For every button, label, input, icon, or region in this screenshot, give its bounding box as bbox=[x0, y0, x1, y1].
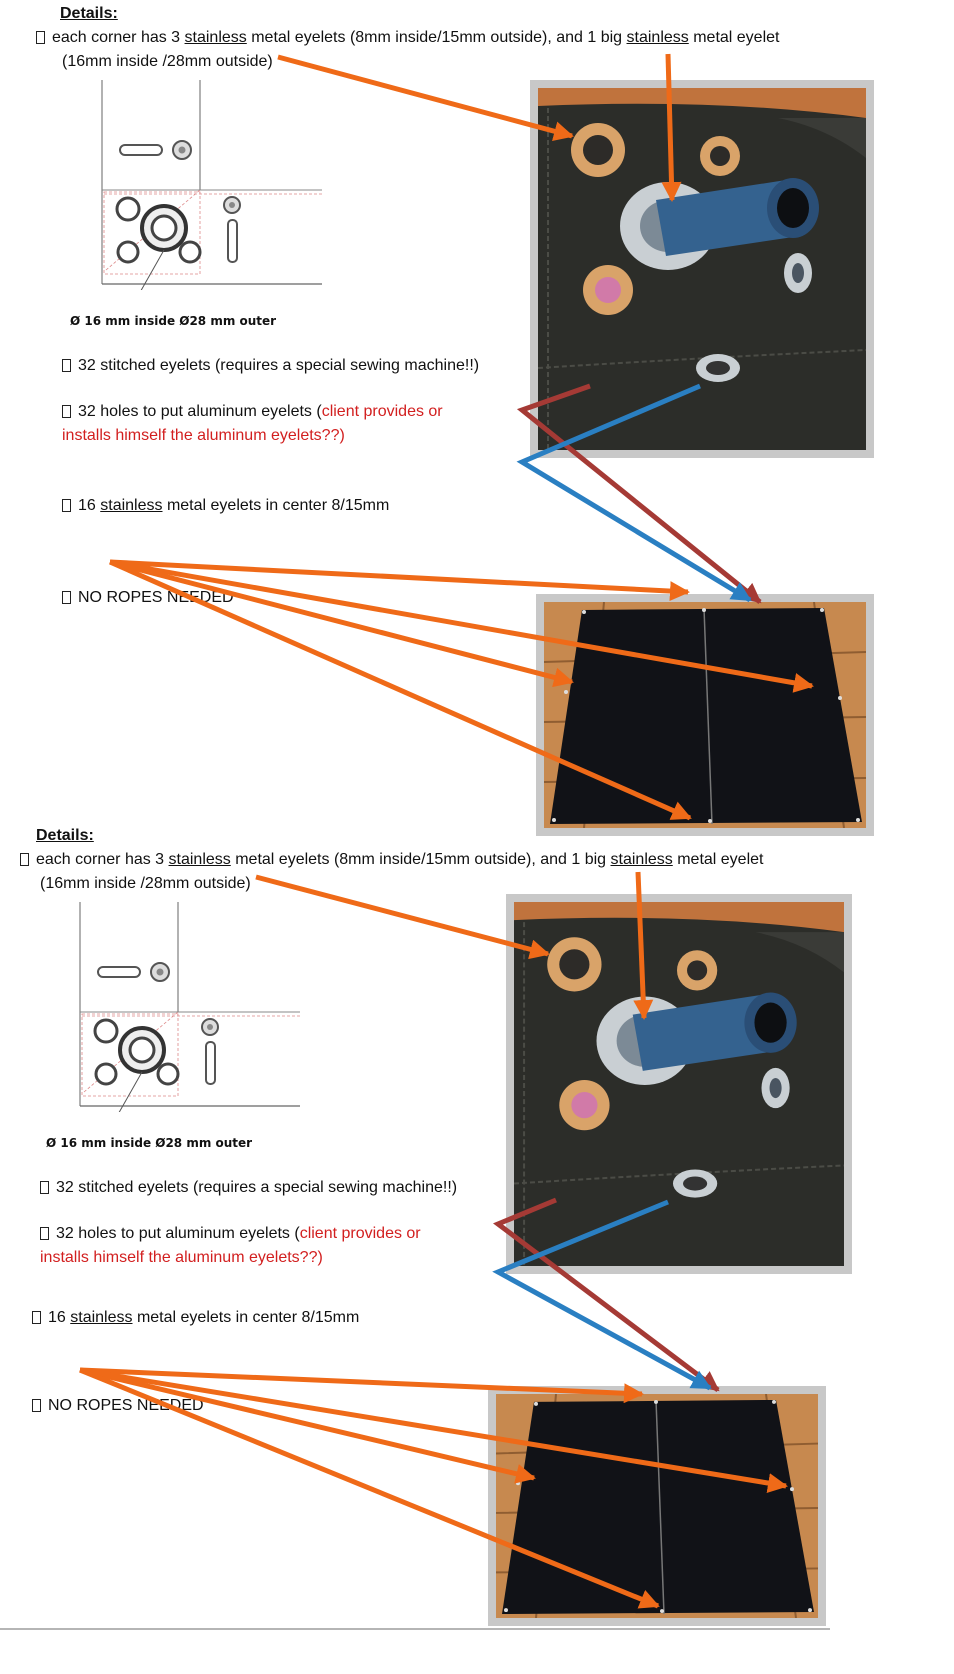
annotation-arrow bbox=[110, 562, 690, 818]
details-heading: Details: bbox=[60, 5, 118, 22]
corner-eyelets-text: each corner has 3 stainless metal eyelets (8mm inside/15mm outside), and 1 big stainless metal eyelet bbox=[20, 848, 763, 872]
detail-sheet-2 bbox=[0, 822, 954, 1652]
stitched-eyelets-text: 32 stitched eyelets (requires a special sewing machine!!) bbox=[62, 354, 480, 378]
detail-sheet-1 bbox=[0, 0, 954, 830]
bottom-divider bbox=[0, 1628, 830, 1630]
diagram-caption: Ø 16 mm inside Ø28 mm outer bbox=[70, 314, 277, 328]
annotation-arrow bbox=[278, 57, 572, 136]
no-ropes-text: NO ROPES NEEDED bbox=[32, 1394, 204, 1418]
annotation-arrows bbox=[0, 0, 954, 830]
center-eyelets-text: 16 stainless metal eyelets in center 8/15mm bbox=[32, 1306, 359, 1330]
annotation-arrow bbox=[80, 1370, 658, 1606]
corner-eyelets-text: each corner has 3 stainless metal eyelets (8mm inside/15mm outside), and 1 big stainless metal eyelet bbox=[36, 26, 779, 50]
annotation-arrow bbox=[522, 386, 760, 602]
annotation-arrows bbox=[0, 822, 954, 1652]
no-ropes-text: NO ROPES NEEDED bbox=[62, 586, 234, 610]
corner-eyelets-size: (16mm inside /28mm outside) bbox=[40, 875, 251, 892]
diagram-caption: Ø 16 mm inside Ø28 mm outer bbox=[46, 1136, 253, 1150]
annotation-arrow bbox=[668, 54, 672, 200]
aluminum-holes-text: 32 holes to put aluminum eyelets (client provides or installs himself the aluminum eyelets??) bbox=[40, 1225, 421, 1266]
details-heading: Details: bbox=[36, 827, 94, 844]
annotation-arrow bbox=[638, 872, 644, 1018]
stitched-eyelets-text: 32 stitched eyelets (requires a special sewing machine!!) bbox=[40, 1176, 458, 1200]
center-eyelets-text: 16 stainless metal eyelets in center 8/15mm bbox=[62, 494, 389, 518]
aluminum-holes-text: 32 holes to put aluminum eyelets (client provides or installs himself the aluminum eyelets??) bbox=[62, 403, 443, 444]
corner-eyelets-size: (16mm inside /28mm outside) bbox=[62, 53, 273, 70]
annotation-arrow bbox=[256, 877, 548, 954]
